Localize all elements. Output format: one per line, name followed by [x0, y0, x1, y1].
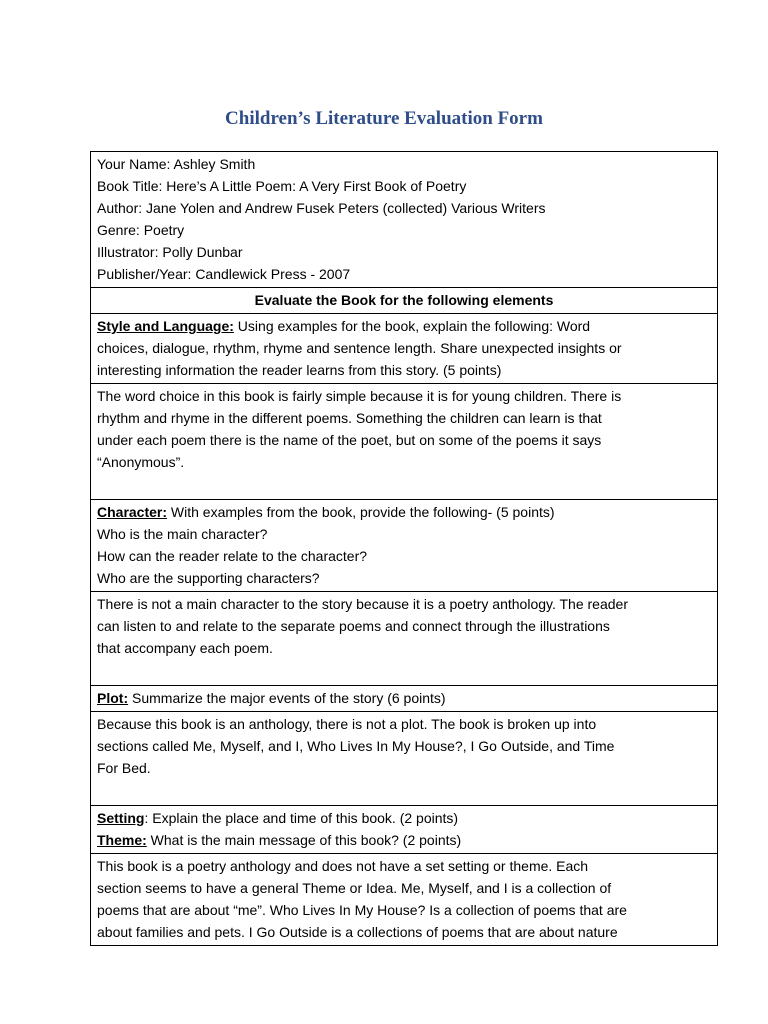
theme-prompt-text: What is the main message of this book? (2 points) [146, 832, 462, 848]
book-info-cell [91, 152, 718, 288]
style-prompt-row [91, 314, 718, 384]
style-answer-line-1: The word choice in this book is fairly simple because it is for young children. There is [97, 388, 622, 404]
setting-prompt-line [97, 807, 711, 829]
character-prompt-line-2: Who is the main character? [97, 526, 268, 542]
plot-answer-line-3: For Bed. [97, 760, 151, 776]
plot-label: Plot: [97, 690, 129, 706]
character-answer-cell [91, 592, 718, 686]
style-prompt-text-1: Using examples for the book, explain the following: Word [233, 318, 591, 334]
plot-answer-line-2: sections called Me, Myself, and I, Who Lives In My House?, I Go Outside, and Time [97, 738, 615, 754]
setting-theme-answer-row [91, 854, 718, 946]
character-prompt-cell [91, 500, 718, 592]
setting-theme-prompt-cell [91, 806, 718, 854]
character-answer-line-1: There is not a main character to the story because it is a poetry anthology. The reader [97, 596, 628, 612]
style-prompt-cell [91, 314, 718, 384]
plot-answer-row [91, 712, 718, 806]
plot-prompt-row [91, 686, 718, 712]
illustrator-line: Illustrator: Polly Dunbar [97, 244, 243, 260]
character-label: Character: [97, 504, 168, 520]
character-prompt-line-1 [97, 501, 711, 523]
book-title-line: Book Title: Here’s A Little Poem: A Very First Book of Poetry [97, 178, 467, 194]
evaluate-heading-row [91, 288, 718, 314]
plot-answer-line-1: Because this book is an anthology, there is not a plot. The book is broken up into [97, 716, 597, 732]
plot-prompt-text: Summarize the major events of the story (6 points) [128, 690, 446, 706]
setting-theme-prompt-row [91, 806, 718, 854]
character-prompt-line-3: How can the reader relate to the character? [97, 548, 368, 564]
setting-prompt-text: : Explain the place and time of this book. (2 points) [144, 810, 459, 826]
character-answer-line-2: can listen to and relate to the separate poems and connect through the illustrations [97, 618, 610, 634]
setting-theme-answer-line-3: poems that are about “me”. Who Lives In My House? Is a collection of poems that are [97, 902, 627, 918]
style-answer-line-3: under each poem there is the name of the poet, but on some of the poems it says [97, 432, 602, 448]
theme-prompt-line [97, 829, 711, 851]
style-prompt-line-3: interesting information the reader learns from this story. (5 points) [97, 362, 502, 378]
style-answer-cell [91, 384, 718, 500]
character-answer-row [91, 592, 718, 686]
setting-theme-answer-line-4: about families and pets. I Go Outside is a collections of poems that are about nature [97, 924, 618, 940]
setting-theme-answer-line-1: This book is a poetry anthology and does not have a set setting or theme. Each [97, 858, 589, 874]
style-answer-line-4: “Anonymous”. [97, 454, 185, 470]
evaluation-form-table [90, 151, 718, 946]
character-prompt-row [91, 500, 718, 592]
genre-line: Genre: Poetry [97, 222, 185, 238]
page-title: Children’s Literature Evaluation Form [225, 108, 543, 129]
your-name-line: Your Name: Ashley Smith [97, 156, 256, 172]
character-answer-line-3: that accompany each poem. [97, 640, 273, 656]
style-prompt-line-1 [97, 315, 711, 337]
setting-theme-answer-line-2: section seems to have a general Theme or Idea. Me, Myself, and I is a collection of [97, 880, 612, 896]
setting-theme-answer-cell [91, 854, 718, 946]
plot-prompt-cell [91, 686, 718, 712]
character-prompt-line-4: Who are the supporting characters? [97, 570, 320, 586]
plot-prompt-line [97, 687, 711, 709]
style-answer-row [91, 384, 718, 500]
book-info-row [91, 152, 718, 288]
style-prompt-line-2: choices, dialogue, rhythm, rhyme and sentence length. Share unexpected insights or [97, 340, 622, 356]
plot-answer-cell [91, 712, 718, 806]
publisher-line: Publisher/Year: Candlewick Press - 2007 [97, 266, 351, 282]
evaluate-heading: Evaluate the Book for the following elements [91, 288, 718, 314]
style-label: Style and Language: [97, 318, 234, 334]
setting-label: Setting [97, 810, 145, 826]
author-line: Author: Jane Yolen and Andrew Fusek Peters (collected) Various Writers [97, 200, 546, 216]
theme-label: Theme: [97, 832, 147, 848]
style-answer-line-2: rhythm and rhyme in the different poems. Something the children can learn is that [97, 410, 602, 426]
character-prompt-text-1: With examples from the book, provide the following- (5 points) [167, 504, 555, 520]
